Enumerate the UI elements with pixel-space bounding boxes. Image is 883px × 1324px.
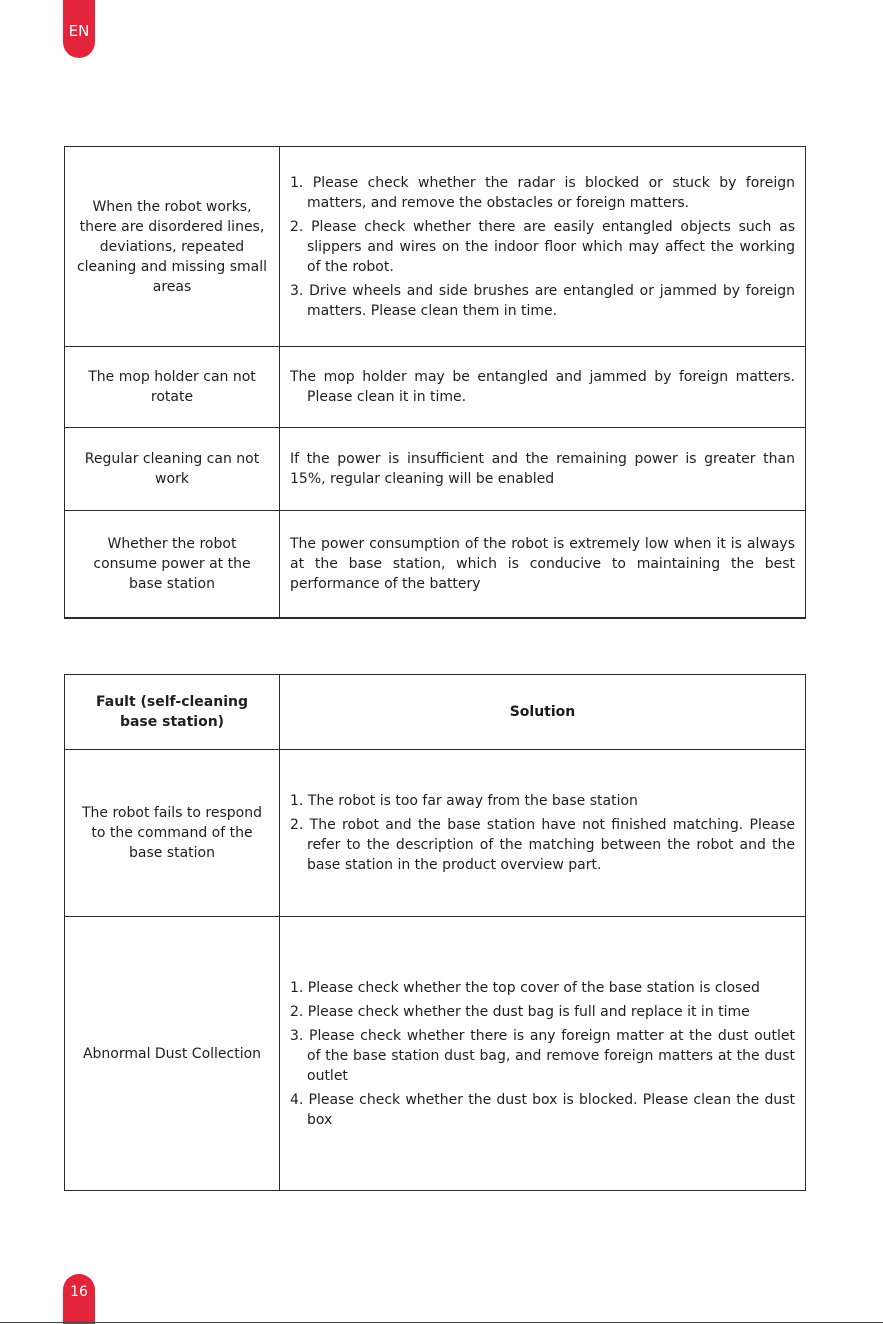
fault-cell: Abnormal Dust Collection [65,917,280,1191]
table-row [65,147,806,347]
list-item: 1. Please check whether the top cover of the base station is closed [290,979,760,996]
fault-cell: When the robot works, there are disordered lines, deviations, repeated cleaning and missing small areas [65,147,280,347]
solution-cell: The power consumption of the robot is extremely low when it is always at the base station, which is conducive to maintaining the best performance of the battery [280,511,806,618]
table-header-row [65,675,806,750]
solution-list [290,978,795,1130]
fault-cell: The mop holder can not rotate [65,347,280,428]
fault-cell: The robot fails to respond to the command of the base station [65,750,280,917]
list-item: 2. Please check whether there are easily entangled objects such as slippers and wires on the indoor floor which may affect the working of the robot. [290,218,795,275]
solution-cell [280,147,806,347]
list-item: 2. The robot and the base station have not finished matching. Please refer to the description of the matching between the robot and the base station in the product overview part. [290,817,795,873]
solution-cell: If the power is insufficient and the remaining power is greater than 15%, regular cleaning will be enabled [280,428,806,511]
list-item: 3. Drive wheels and side brushes are entangled or jammed by foreign matters. Please clean them in time. [290,282,795,319]
language-tab: EN [63,0,95,58]
table-row [65,511,806,618]
list-item: 1. The robot is too far away from the base station [290,793,638,809]
column-header-solution: Solution [280,675,806,750]
list-item: 4. Please check whether the dust box is blocked. Please clean the dust box [290,1091,795,1128]
column-header-fault: Fault (self-cleaning base station) [65,675,280,750]
solution-cell [280,750,806,917]
troubleshooting-table-robot [64,146,806,619]
table-row [65,347,806,428]
list-item: 2. Please check whether the dust bag is full and replace it in time [290,1003,750,1020]
solution-list [290,791,795,875]
fault-cell: Regular cleaning can not work [65,428,280,511]
solution-list [290,173,795,321]
troubleshooting-table-base-station [64,674,806,1191]
table-row [65,428,806,511]
table-row [65,750,806,917]
solution-cell [280,917,806,1191]
list-item: 1. Please check whether the radar is blocked or stuck by foreign matters, and remove the obstacles or foreign matters. [290,174,795,211]
fault-cell: Whether the robot consume power at the base station [65,511,280,618]
solution-cell [280,347,806,428]
list-item: 3. Please check whether there is any foreign matter at the dust outlet of the base station dust bag, and remove foreign matters at the dust outlet [290,1027,795,1084]
bottom-divider [0,1322,883,1323]
page-number-tab: 16 [63,1274,95,1324]
table-row [65,917,806,1191]
solution-text: The mop holder may be entangled and jammed by foreign matters. Please clean it in time. [290,369,795,405]
